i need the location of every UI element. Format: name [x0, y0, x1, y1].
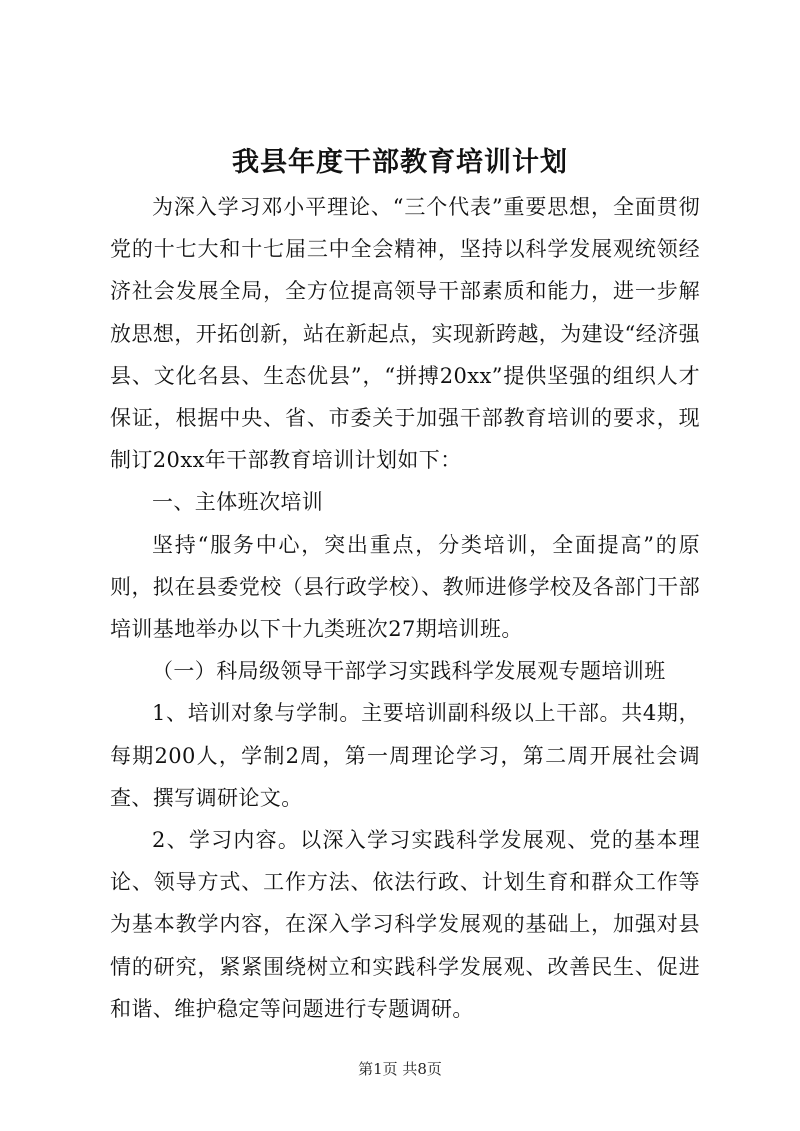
study-content-paragraph: 2、学习内容。以深入学习实践科学发展观、党的基本理论、领导方式、工作方法、依法行政、计划生育和群众工作等为基本教学内容，在深入学习科学发展观的基础上，加强对县情的研究，紧紧围绕树立和实践科学发展观、改善民生、促进和谐、维护稳定等问题进行专题调研。 — [110, 828, 700, 1021]
document-title: 我县年度干部教育培训计划 — [232, 147, 568, 178]
document-body — [110, 186, 700, 1030]
subsection-heading-leader-training: （一）科局级领导干部学习实践科学发展观专题培训班 — [152, 659, 666, 684]
principle-paragraph: 坚持“服务中心，突出重点，分类培训，全面提高”的原则，拟在县委党校（县行政学校）、教师进修学校及各部门干部培训基地举办以下十九类班次27期培训班。 — [110, 532, 700, 642]
training-target-paragraph: 1、培训对象与学制。主要培训副科级以上干部。共4期，每期200人，学制2周，第一周理论学习，第二周开展社会调查、撰写调研论文。 — [110, 701, 700, 810]
intro-paragraph: 为深入学习邓小平理论、“三个代表”重要思想，全面贯彻党的十七大和十七届三中全会精神，坚持以科学发展观统领经济社会发展全局，全方位提高领导干部素质和能力，进一步解放思想，开拓创新，站在新起点，实现新跨越，为建设“经济强县、文化名县、生态优县”，“拼搏20xx”提供坚强的组织人才保证，根据中央、省、市委关于加强干部教育培训的要求，现制订20xx年干部教育培训计划如下： — [110, 195, 700, 473]
page-number-footer: 第1页 共8页 — [358, 1060, 442, 1078]
section-heading-main-training: 一、主体班次培训 — [152, 490, 324, 515]
